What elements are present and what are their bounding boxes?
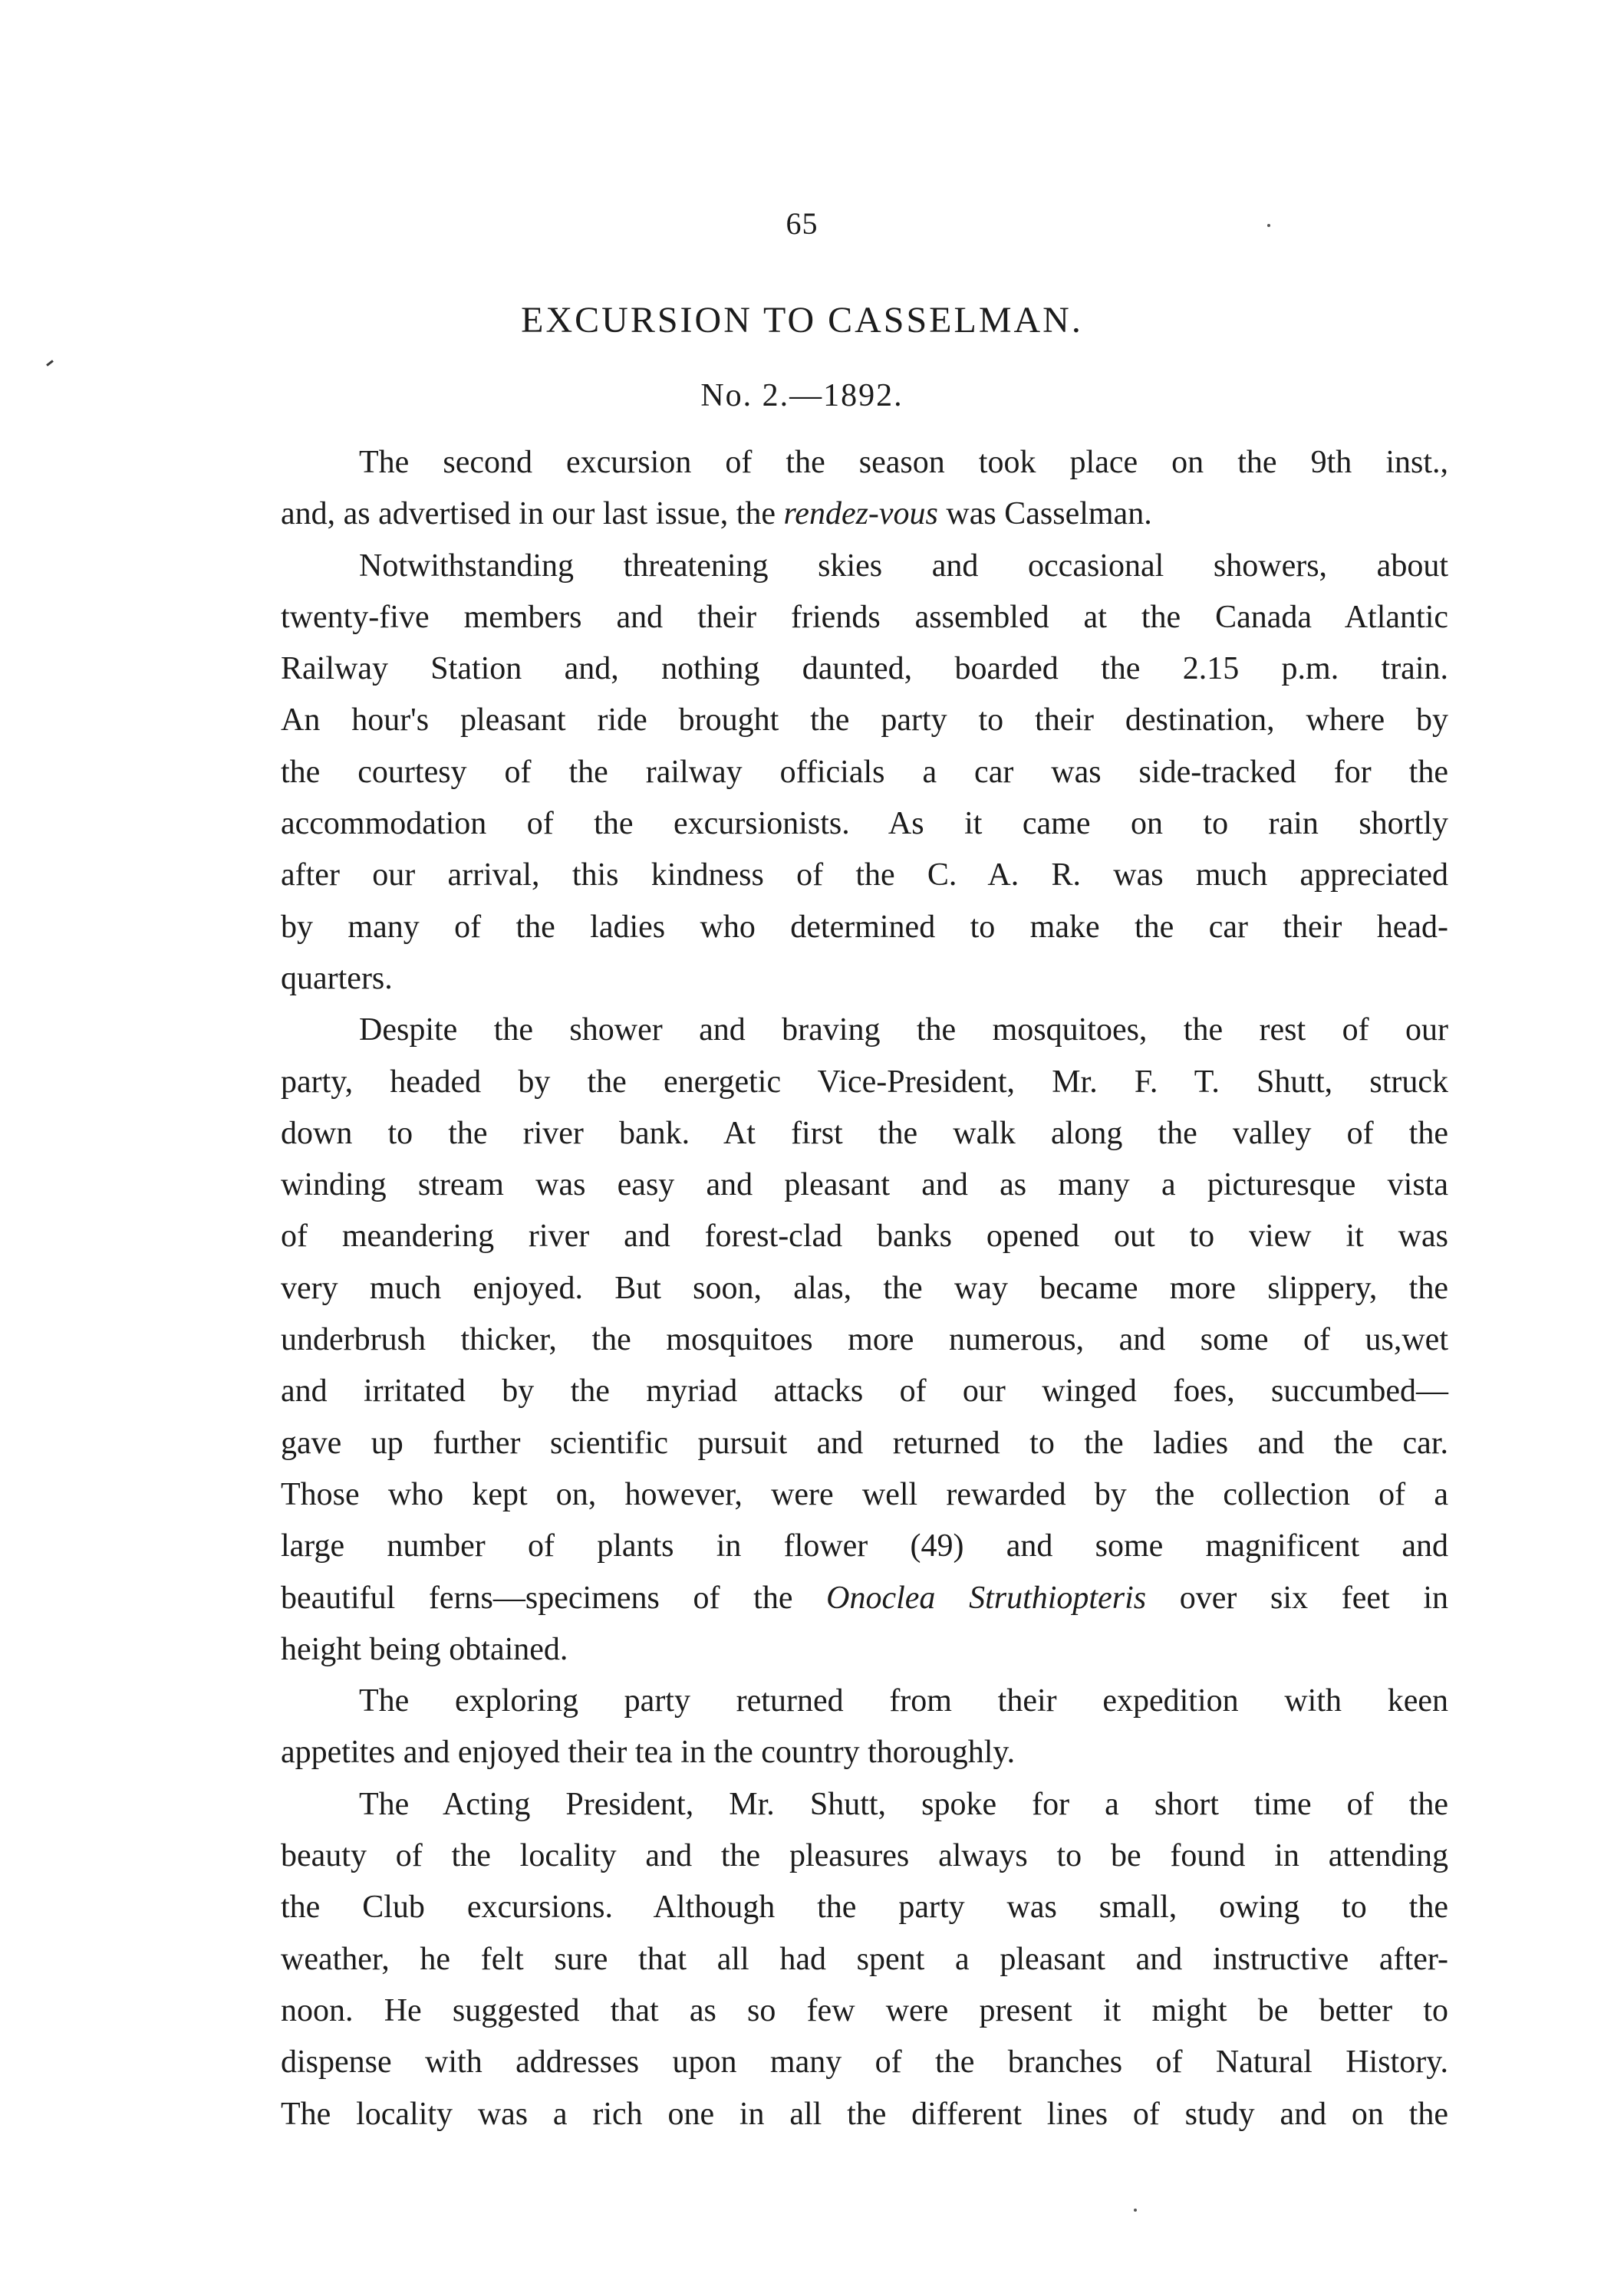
page-number: 65 xyxy=(786,206,818,241)
text-line: very much enjoyed. But soon, alas, the way became more slippery, the xyxy=(281,1270,1448,1306)
article-subtitle: No. 2.—1892. xyxy=(700,378,904,413)
text-line: Notwithstanding threatening skies and occasional showers, about xyxy=(359,548,1448,584)
text-line: twenty-five members and their friends assembled at the Canada Atlantic xyxy=(281,599,1448,635)
text-line: down to the river bank. At first the walk along the valley of the xyxy=(281,1115,1448,1151)
text-line: quarters. xyxy=(281,960,393,996)
text-line: The Acting President, Mr. Shutt, spoke for a short time of the xyxy=(359,1786,1448,1822)
text-line: accommodation of the excursionists. As it came on to rain shortly xyxy=(281,806,1448,842)
text-line: beautiful ferns—specimens of the Onoclea Struthiopteris over six feet in xyxy=(281,1580,1449,1616)
text-line: Railway Station and, nothing daunted, boarded the 2.15 p.m. train. xyxy=(281,651,1448,687)
text-line: weather, he felt sure that all had spent a pleasant and instructive after- xyxy=(281,1941,1448,1977)
text-line: gave up further scientific pursuit and returned to the ladies and the car. xyxy=(281,1425,1448,1461)
text-line: Those who kept on, however, were well rewarded by the collection of a xyxy=(281,1476,1448,1512)
text-line: Despite the shower and braving the mosquitoes, the rest of our xyxy=(359,1012,1448,1048)
text-line: beauty of the locality and the pleasures always to be found in attending xyxy=(281,1838,1448,1874)
italic-phrase: rendez-vous xyxy=(783,496,938,532)
text-line: The locality was a rich one in all the different lines of study and on the xyxy=(281,2096,1448,2132)
text-line: after our arrival, this kindness of the C. A. R. was much appreciated xyxy=(281,857,1448,893)
text-line: The second excursion of the season took place on the 9th inst., xyxy=(359,445,1448,480)
text-line: the Club excursions. Although the party was small, owing to the xyxy=(281,1890,1448,1926)
text-line: and irritated by the myriad attacks of our winged foes, succumbed— xyxy=(281,1373,1448,1410)
text-line: and, as advertised in our last issue, the rendez-vous was Casselman. xyxy=(281,496,1152,532)
text-line: An hour's pleasant ride brought the party to their destination, where by xyxy=(281,702,1448,738)
stray-ink-dot xyxy=(1134,2209,1137,2212)
stray-ink-mark xyxy=(46,360,54,367)
text-line: party, headed by the energetic Vice-President, Mr. F. T. Shutt, struck xyxy=(281,1064,1448,1100)
text-line: noon. He suggested that as so few were present it might be better to xyxy=(281,1992,1448,2028)
article-title: EXCURSION TO CASSELMAN. xyxy=(521,300,1083,340)
text-line: of meandering river and forest-clad banks opened out to view it was xyxy=(281,1219,1448,1255)
text-line: height being obtained. xyxy=(281,1631,568,1667)
text-line: winding stream was easy and pleasant and as many a picturesque vista xyxy=(281,1167,1448,1203)
article-body xyxy=(281,437,1448,2140)
text-line: large number of plants in flower (49) and some magnificent and xyxy=(281,1528,1448,1564)
text-line: The exploring party returned from their expedition with keen xyxy=(359,1683,1448,1719)
text-line: underbrush thicker, the mosquitoes more numerous, and some of us,wet xyxy=(281,1322,1448,1358)
text-line: the courtesy of the railway officials a car was side-tracked for the xyxy=(281,754,1448,790)
text-line: appetites and enjoyed their tea in the country thoroughly. xyxy=(281,1735,1016,1771)
text-line: dispense with addresses upon many of the branches of Natural History. xyxy=(281,2044,1448,2081)
italic-phrase: Onoclea Struthiopteris xyxy=(826,1580,1147,1616)
text-line: by many of the ladies who determined to make the car their head- xyxy=(281,909,1448,945)
